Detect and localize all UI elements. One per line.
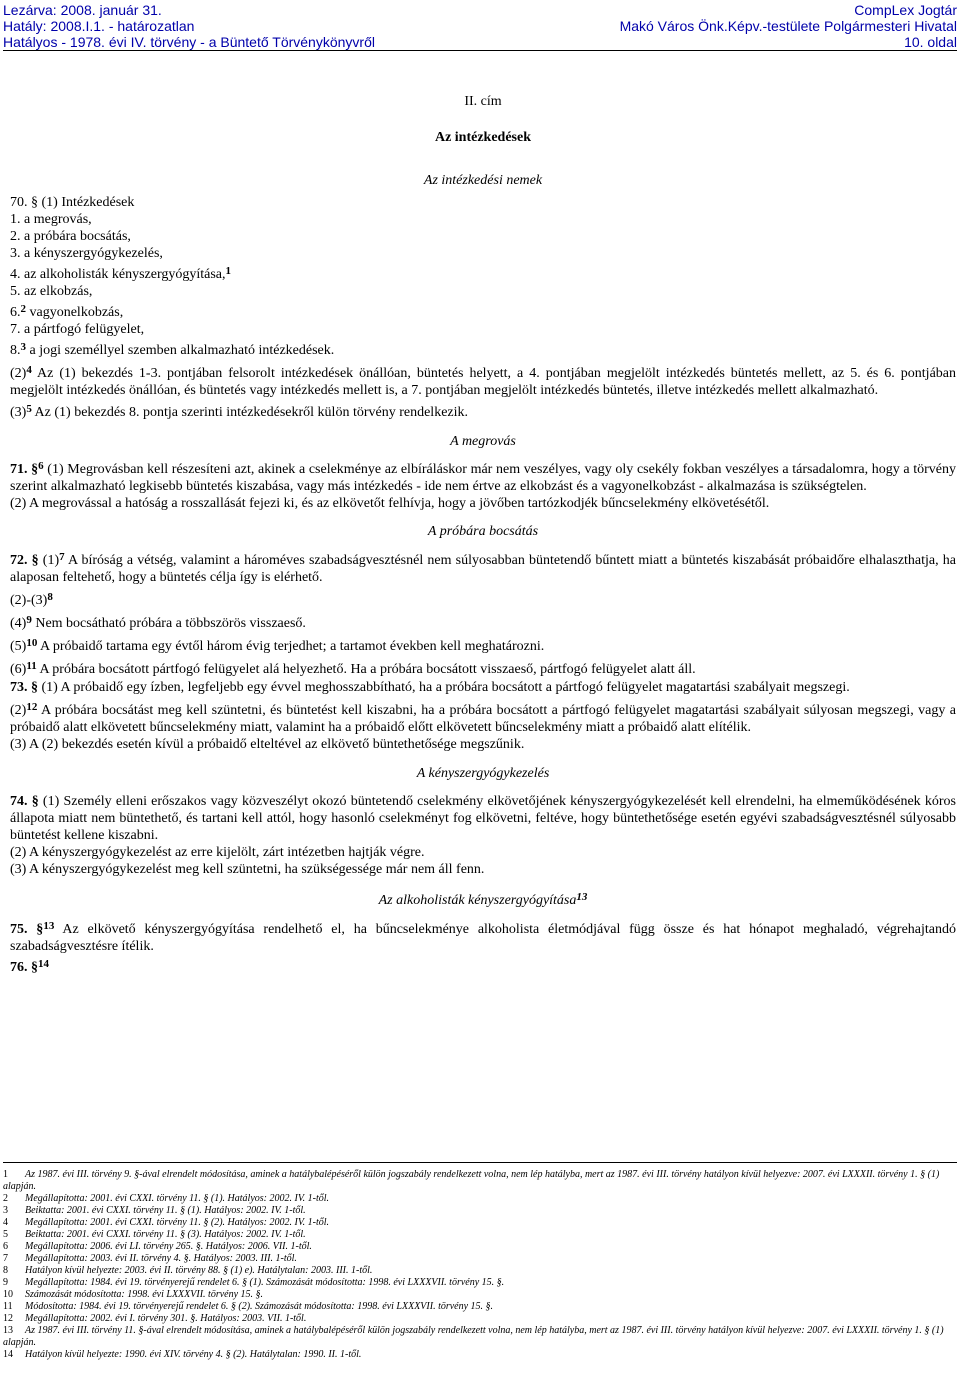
footnote-text: Megállapította: 2006. évi LI. törvény 265. §. Hatályos: 2006. VII. 1-től. <box>25 1241 312 1252</box>
s70-item-2: 2. a próbára bocsátás, <box>10 229 131 244</box>
footnote-number: 5 <box>3 1229 8 1240</box>
footnote <box>3 1265 957 1277</box>
para-text: Az (1) bekezdés 8. pontja szerinti intézkedésekről külön törvény rendelkezik. <box>31 405 469 420</box>
s70-item-4-text: 4. az alkoholisták kényszergyógyítása, <box>10 267 226 282</box>
section-73 <box>10 679 956 753</box>
header-product: CompLex Jogtár <box>854 2 957 18</box>
footnote <box>3 1289 957 1301</box>
footnote-number: 12 <box>3 1313 13 1324</box>
footnote-ref[interactable]: 4 <box>26 364 32 376</box>
footnote-ref[interactable]: 5 <box>26 403 32 415</box>
header-scope: Hatály: 2008.I.1. - határozatlan <box>3 18 195 34</box>
footnote-text: Megállapította: 2001. évi CXXI. törvény 11. § (1). Hatályos: 2002. IV. 1-től. <box>25 1193 330 1204</box>
footnote-number: 3 <box>3 1205 8 1216</box>
footnote-number: 10 <box>3 1289 13 1300</box>
para-text: (1) Személy elleni erőszakos vagy közveszélyt okozó büntetendő cselekmény elkövetőjének kényszergyógykezelését kell elrendelni, ha elmeműködésének kóros állapota miatt nem büntethető, és tartani kell attól, hogy hasonló cselekményt fog elkövetni, feltéve, hogy büntethetősége esetén egyévi szabadságvesztésnél súlyosabb büntetést kellene kiszabni. <box>10 794 956 843</box>
footnote-number: 6 <box>3 1241 8 1252</box>
footnote-text: Módosította: 1984. évi 19. törvényerejű rendelet 6. § (2). Számozását módosította: 1998. évi LXXXVII. törvény 15. §. <box>25 1301 494 1312</box>
footnote-ref[interactable]: 1 <box>225 265 232 277</box>
section-number: 73. § <box>10 680 38 695</box>
s73-para-1 <box>10 679 956 696</box>
para-num: (2) <box>10 703 27 718</box>
footnote-ref[interactable]: 3 <box>20 341 26 353</box>
footnote-ref[interactable]: 6 <box>38 460 44 472</box>
para-num: (2)-(3) <box>10 593 48 608</box>
header-page-number: 10. oldal <box>904 34 957 50</box>
s74-para-2: (2) A kényszergyógykezelést az erre kijelölt, zárt intézetben hajtják végre. <box>10 845 425 860</box>
footnote <box>3 1301 957 1313</box>
footnote-text: Megállapította: 1984. évi 19. törvényerejű rendelet 6. § (1). Számozását módosította: 1998. évi LXXXVII. törvény 15. §. <box>25 1277 505 1288</box>
para-text: A próbaidő tartama egy évtől három évig terjedhet; a tartamot években kell meghatározni. <box>37 639 545 654</box>
subsection-title: A próbára bocsátás <box>427 524 539 539</box>
footnote-ref[interactable]: 11 <box>26 660 37 672</box>
s73-para-3: (3) A (2) bekezdés esetén kívül a próbaidő elteltével az elkövető büntethetősége megszűnik. <box>10 737 525 752</box>
footnote <box>3 1205 957 1217</box>
footnote-number: 7 <box>3 1253 8 1264</box>
header-left <box>3 2 375 50</box>
footnote-ref[interactable]: 2 <box>20 303 26 315</box>
section-76 <box>10 959 956 976</box>
section-number: 71. § <box>10 462 39 477</box>
document-body <box>10 93 956 976</box>
s70-intro: 70. § (1) Intézkedések <box>10 195 135 210</box>
footnote-number: 8 <box>3 1265 8 1276</box>
footnote-ref[interactable]: 9 <box>26 614 32 626</box>
footnote-text: Hatályon kívül helyezte: 1990. évi XIV. törvény 4. § (2). Hatálytalan: 1990. II. 1-től. <box>25 1349 362 1360</box>
s72-para-2-3 <box>10 592 956 609</box>
footnote <box>3 1313 957 1325</box>
para-num: (5) <box>10 639 27 654</box>
footnote-number: 9 <box>3 1277 8 1288</box>
para-text: A próbára bocsátott pártfogó felügyelet alá helyezhető. Ha a próbára bocsátott visszaeső, pártfogó felügyelet alatt áll. <box>36 662 696 677</box>
section-75 <box>10 921 956 955</box>
header-law-title: Hatályos - 1978. évi IV. törvény - a Büntető Törvénykönyvről <box>3 34 375 50</box>
part-heading: II. cím <box>464 94 502 109</box>
para-num: (2) <box>10 366 27 381</box>
para-text: (1) A próbaidő egy ízben, legfeljebb egy évvel meghosszabbítható, ha a próbára bocsátott a pártfogó felügyelet magatartási szabályait megszegi. <box>38 680 850 695</box>
subsection-title: Az intézkedési nemek <box>423 173 543 188</box>
chapter-title: Az intézkedések <box>434 130 532 145</box>
s73-para-2 <box>10 702 956 736</box>
section-number: 76. § <box>10 960 38 975</box>
section-number: 75. § <box>10 922 44 937</box>
footnote-number: 14 <box>3 1349 13 1360</box>
footnote-text: Hatályon kívül helyezte: 2003. évi II. törvény 88. § (1) e). Hatálytalan: 2003. III. 1-től. <box>25 1265 373 1276</box>
para-text: Az (1) bekezdés 1-3. pontjában felsorolt intézkedések önállóan, büntetés helyett, a 4. pontjában megjelölt intézkedés büntetés mellett, az 5. és 6. pontjában megjelölt intézkedés önállóan, és büntetés vagy intézkedés mellett is, a 7. pontjában megjelölt intézkedés büntetés, illetve intézkedés mellett alkalmazható. <box>10 366 956 398</box>
footnote-text: Megállapította: 2003. évi II. törvény 4. §. Hatályos: 2003. III. 1-től. <box>25 1253 297 1264</box>
footnote-text: Számozását módosította: 1998. évi LXXXVII. törvény 15. §. <box>25 1289 264 1300</box>
footnote-text: Beiktatta: 2001. évi CXXI. törvény 11. § (3). Hatályos: 2002. IV. 1-től. <box>25 1229 306 1240</box>
s70-item-1: 1. a megrovás, <box>10 212 92 227</box>
footnote-text: Az 1987. évi III. törvény 11. §-ával elrendelt módosítása, aminek a hatálybalépéséről külön jogszabály rendelkezett volna, nem lép hatályba, mert az 1987. évi III. törvény hatályon kívül helyezve: 2007. évi LXXXII. törvény 1. § (1) alapján. <box>3 1325 944 1348</box>
s72-para-6 <box>10 661 956 678</box>
footnote-ref[interactable]: 8 <box>47 591 53 603</box>
para-text: Nem bocsátható próbára a többszörös visszaeső. <box>31 616 306 631</box>
section-72 <box>10 552 956 678</box>
subsection-title: A kényszergyógykezelés <box>416 766 550 781</box>
s71-para-2: (2) A megrovással a hatóság a rosszallását fejezi ki, és az elkövetőt felhívja, hogy a jövőben tartózkodjék bűncselekmény elkövetésétől. <box>10 496 770 511</box>
s72-para-1 <box>10 552 956 586</box>
header-right <box>620 2 957 50</box>
footnote-number: 2 <box>3 1193 8 1204</box>
footnote-ref[interactable]: 10 <box>26 637 38 649</box>
footnote-number: 4 <box>3 1217 8 1228</box>
para-num: (6) <box>10 662 27 677</box>
s70-item-8-text: a jogi személlyel szemben alkalmazható intézkedések. <box>26 343 335 358</box>
footnote <box>3 1217 957 1229</box>
footnote <box>3 1229 957 1241</box>
s70-item-3: 3. a kényszergyógykezelés, <box>10 246 163 261</box>
section-number: 74. § <box>10 794 39 809</box>
footnotes <box>3 1162 957 1361</box>
s70-item-4 <box>10 266 956 283</box>
footnote <box>3 1325 957 1349</box>
footnote-number: 13 <box>3 1325 13 1336</box>
footnote-number: 1 <box>3 1169 8 1180</box>
footnote <box>3 1349 957 1361</box>
s70-item-8-num: 8. <box>10 343 21 358</box>
s72-para-4 <box>10 615 956 632</box>
s70-item-6 <box>10 304 956 321</box>
s76-para-1 <box>10 959 956 976</box>
footnote-text: Megállapította: 2001. évi CXXI. törvény 11. § (2). Hatályos: 2002. IV. 1-től. <box>25 1217 330 1228</box>
s70-para-3 <box>10 404 956 421</box>
s70-item-7: 7. a pártfogó felügyelet, <box>10 322 145 337</box>
section-70 <box>10 194 956 421</box>
s74-para-3: (3) A kényszergyógykezelést meg kell szüntetni, ha szükségessége már nem áll fenn. <box>10 862 485 877</box>
para-num: (3) <box>10 405 27 420</box>
section-71 <box>10 461 956 512</box>
footnote-ref[interactable]: 12 <box>26 701 38 713</box>
s70-item-8 <box>10 342 956 359</box>
para-num: (1) <box>38 553 60 568</box>
header-licensee: Makó Város Önk.Képv.-testülete Polgármesteri Hivatal <box>619 18 957 34</box>
footnote <box>3 1253 957 1265</box>
s70-item-6-text: vagyonelkobzás, <box>26 305 124 320</box>
footnote-ref[interactable]: 14 <box>38 958 49 970</box>
footnote-ref[interactable]: 13 <box>576 891 588 903</box>
s75-para-1 <box>10 921 956 955</box>
para-num: (4) <box>10 616 27 631</box>
footnote-ref[interactable]: 13 <box>43 920 55 932</box>
s70-para-2 <box>10 365 956 399</box>
section-74 <box>10 793 956 878</box>
subsection-title: A megrovás <box>450 434 516 449</box>
footnote-number: 11 <box>3 1301 13 1312</box>
footnote-ref[interactable]: 7 <box>59 551 65 563</box>
subsection-title-text: Az alkoholisták kényszergyógyítása <box>378 893 577 908</box>
para-text: Az elkövető kényszergyógyítása rendelhető el, ha bűncselekménye alkoholista életmódjával függ össze és hat hónapot meghaladó, végrehajtandó szabadságvesztésre ítélik. <box>10 922 957 954</box>
subsection-title <box>10 892 956 909</box>
s72-para-5 <box>10 638 956 655</box>
s71-para-1 <box>10 461 956 495</box>
header-closed-date: Lezárva: 2008. január 31. <box>3 2 162 18</box>
footnote <box>3 1277 957 1289</box>
page-header <box>3 2 957 51</box>
footnote <box>3 1169 957 1193</box>
footnote <box>3 1193 957 1205</box>
footnote-text: Beiktatta: 2001. évi CXXI. törvény 11. § (1). Hatályos: 2002. IV. 1-től. <box>25 1205 306 1216</box>
para-text: (1) Megrovásban kell részesíteni azt, akinek a cselekménye az elbíráláskor már nem veszélyes, vagy oly csekély fokban veszélyes a társadalomra, hogy a törvény szerint alkalmazható legkisebb büntetés kiszabása, vagy más intézkedés - ide nem értve az elkobzást és a vagyonelkobzást - alkalmazása is szükségtelen. <box>10 462 957 494</box>
footnote-text: Megállapította: 2002. évi I. törvény 301. §. Hatályos: 2003. VII. 1-től. <box>25 1313 307 1324</box>
s70-item-5: 5. az elkobzás, <box>10 284 93 299</box>
section-number: 72. § <box>10 553 39 568</box>
para-text: A próbára bocsátást meg kell szüntetni, és büntetést kell kiszabni, ha a próbára bocsátott a pártfogó felügyelet magatartási szabályait súlyosan megszegi, vagy a próbaidő alatt elkövetett bűncselekmény miatt, valamint ha a próbaidő előtt elkövetett bűncselekmény miatt a próbaidő alatt elítélik. <box>10 703 956 735</box>
footnote-text: Az 1987. évi III. törvény 9. §-ával elrendelt módosítása, aminek a hatálybalépéséről külön jogszabály rendelkezett volna, nem lép hatályba, mert az 1987. évi III. törvény hatályon kívül helyezve: 2007. évi LXXXII. törvény 1. § (1) alapján. <box>3 1169 940 1192</box>
para-text: A bíróság a vétség, valamint a hároméves szabadságvesztésnél nem súlyosabban büntetendő bűntett miatt a büntetés kiszabását próbaidőre elhalaszthatja, ha alaposan feltehető, hogy a büntetés célja így is elérhető. <box>10 553 957 585</box>
footnote <box>3 1241 957 1253</box>
s70-item-6-num: 6. <box>10 305 21 320</box>
s74-para-1 <box>10 793 956 844</box>
